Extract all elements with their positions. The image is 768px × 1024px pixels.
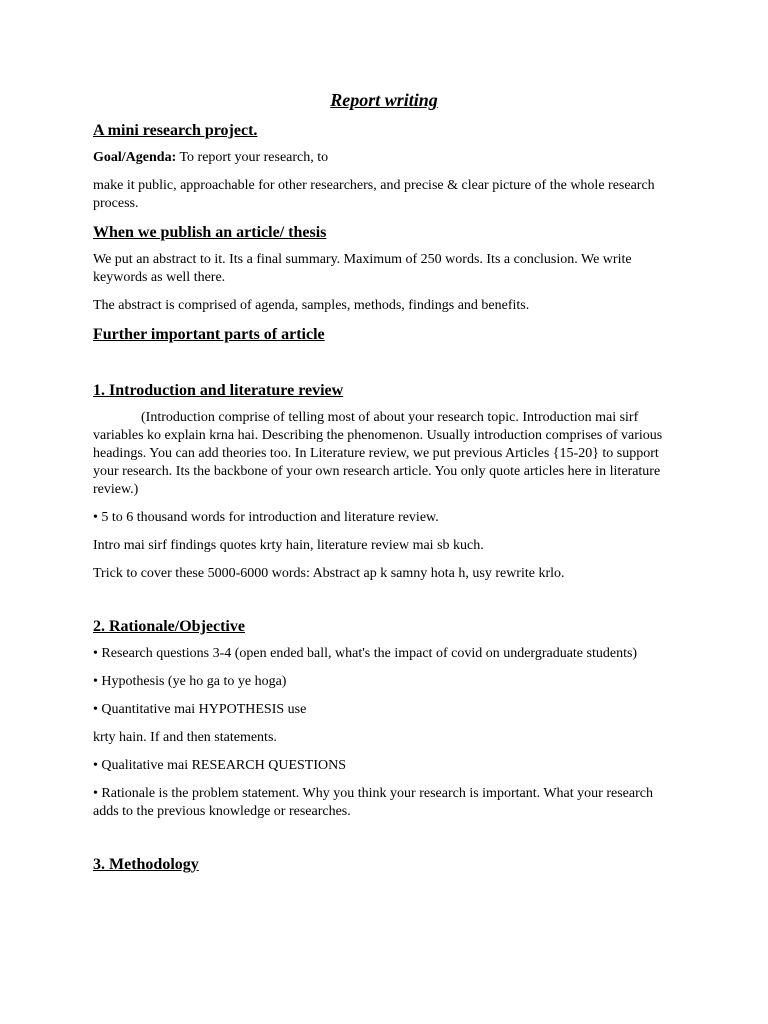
section-2-bullet-5: • Qualitative mai RESEARCH QUESTIONS bbox=[93, 758, 346, 773]
section-3-heading: 3. Methodology bbox=[93, 856, 199, 873]
heading-publish: When we publish an article/ thesis bbox=[93, 224, 327, 241]
spacer bbox=[93, 353, 675, 381]
section-2-bullet-2: • Hypothesis (ye ho ga to ye hoga) bbox=[93, 674, 287, 689]
section-1-line-3: Trick to cover these 5000-6000 words: Abstract ap k samny hota h, usy rewrite krlo. bbox=[93, 566, 565, 581]
heading-further-parts: Further important parts of article bbox=[93, 326, 325, 343]
spacer bbox=[93, 593, 675, 617]
goal-paragraph bbox=[93, 149, 675, 167]
goal-text: To report your research, to bbox=[176, 150, 329, 165]
section-2-line-4: krty hain. If and then statements. bbox=[93, 730, 277, 745]
section-1-heading: 1. Introduction and literature review bbox=[93, 382, 344, 399]
goal-continuation: make it public, approachable for other researchers, and precise & clear picture of the whole research process. bbox=[93, 178, 655, 211]
section-1-line-2: Intro mai sirf findings quotes krty hain, literature review mai sb kuch. bbox=[93, 538, 484, 553]
section-2-heading: 2. Rationale/Objective bbox=[93, 618, 245, 635]
section-1-paragraph: (Introduction comprise of telling most of about your research topic. Introduction mai sirf variables ko explain krna hai. Describing the phenomenon. Usually introduction comprises of various headings. You can add theories too. In Literature review, we put previous Articles {15-20} to support your research. Its the backbone of your own research article. You only quote articles here in literature review.) bbox=[93, 410, 663, 497]
section-2-bullet-6: • Rationale is the problem statement. Why you think your research is important. What your research adds to the previous knowledge or researches. bbox=[93, 786, 653, 819]
section-1-bullet-1: • 5 to 6 thousand words for introduction and literature review. bbox=[93, 510, 439, 525]
goal-label: Goal/Agenda: bbox=[93, 150, 177, 165]
publish-paragraph-1: We put an abstract to it. Its a final summary. Maximum of 250 words. Its a conclusion. We write keywords as well there. bbox=[93, 252, 632, 285]
document-title: Report writing bbox=[330, 90, 438, 110]
publish-paragraph-2: The abstract is comprised of agenda, samples, methods, findings and benefits. bbox=[93, 298, 530, 313]
section-2-bullet-3: • Quantitative mai HYPOTHESIS use bbox=[93, 702, 307, 717]
section-2-bullet-1: • Research questions 3-4 (open ended ball, what's the impact of covid on undergraduate students) bbox=[93, 646, 638, 661]
heading-mini-project: A mini research project. bbox=[93, 122, 258, 139]
spacer bbox=[93, 831, 675, 855]
